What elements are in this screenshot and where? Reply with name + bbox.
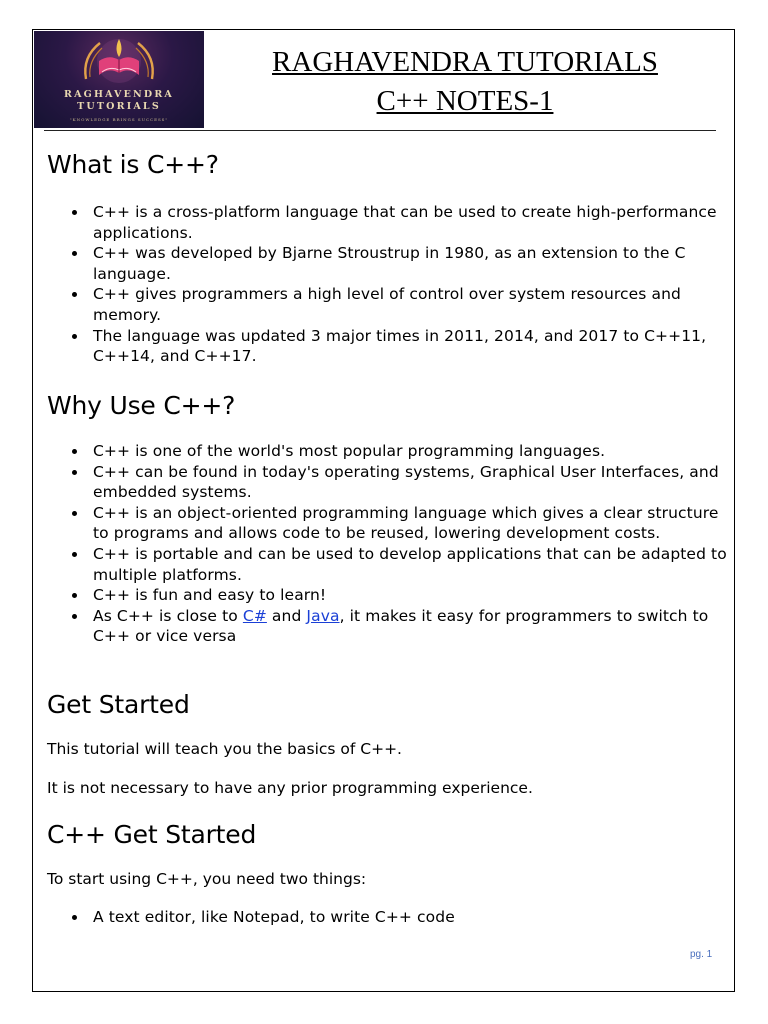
list-item-text: and [266,606,307,625]
section-heading-get-started: Get Started [47,690,190,719]
document-title: RAGHAVENDRA TUTORIALS [272,46,658,78]
list-item-text: , it makes it easy for programmers to switch to C++ or vice versa [93,606,709,646]
logo-name-line1: RAGHAVENDRA [63,89,175,100]
list-item: C++ is an object-oriented programming language which gives a clear structure to programs and allows code to be reused, lowering development costs. [47,503,727,544]
section-heading-cpp-get-started: C++ Get Started [47,820,257,849]
list-item-text: As C++ is close to [93,606,243,625]
list-item [47,606,727,647]
why-list [47,441,727,647]
section-heading-what: What is C++? [47,150,219,179]
header-divider [44,130,716,131]
document-subtitle: C++ NOTES-1 [376,85,554,117]
get-started-paragraph-2: It is not necessary to have any prior programming experience. [47,779,533,797]
section-heading-why: Why Use C++? [47,391,236,420]
list-item: C++ is portable and can be used to develop applications that can be adapted to multiple platforms. [47,544,727,585]
logo [34,31,204,128]
list-item: A text editor, like Notepad, to write C++ code [47,907,727,928]
list-item: C++ is one of the world's most popular programming languages. [47,441,727,462]
list-item: C++ is a cross-platform language that can be used to create high-performance applications. [47,202,727,243]
list-item: C++ gives programmers a high level of control over system resources and memory. [47,284,727,325]
logo-tagline: "KNOWLEDGE BRINGS SUCCESS" [69,117,169,122]
list-item: C++ is fun and easy to learn! [47,585,727,606]
cpp-get-started-list [47,907,727,928]
page-number: pg. 1 [690,949,713,960]
book-emblem-icon [34,31,204,128]
csharp-link[interactable]: C# [242,606,267,625]
logo-name-line2: TUTORIALS [77,101,161,112]
java-link[interactable]: Java [306,606,340,625]
list-item: C++ was developed by Bjarne Stroustrup in 1980, as an extension to the C language. [47,243,727,284]
get-started-paragraph-1: This tutorial will teach you the basics of C++. [47,740,402,758]
list-item: C++ can be found in today's operating systems, Graphical User Interfaces, and embedded systems. [47,462,727,503]
list-item: The language was updated 3 major times in 2011, 2014, and 2017 to C++11, C++14, and C++17. [47,326,727,367]
what-list [47,202,727,367]
cpp-get-started-paragraph: To start using C++, you need two things: [47,870,367,888]
